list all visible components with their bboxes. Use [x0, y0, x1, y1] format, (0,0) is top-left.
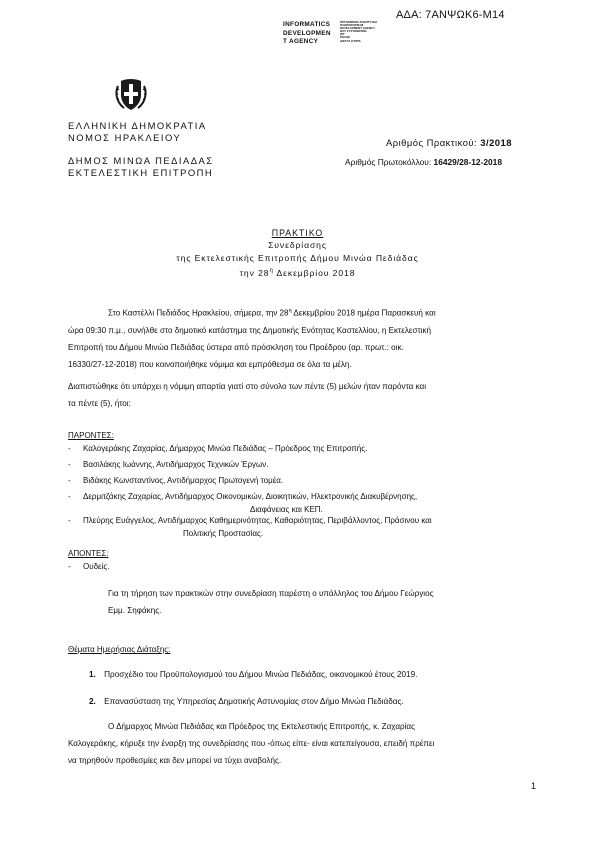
- absent-heading: ΑΠΟΝΤΕΣ:: [68, 549, 109, 558]
- list-item: - Δερμιτζάκης Ζαχαρίας, Αντιδήμαρχος Οικονομικών, Διοικητικών, Ηλεκτρονικής Διακυβέρνησης,: [68, 492, 418, 501]
- agenda-item-number: 1.: [89, 670, 96, 679]
- list-item: - Βασιλάκης Ιωάννης, Αντιδήμαρχος Τεχνικών Έργων.: [68, 460, 269, 469]
- page-number: 1: [531, 781, 537, 791]
- protocol-number: [345, 157, 502, 167]
- agenda-heading: Θέματα Ημερήσιας Διάταξης:: [68, 645, 171, 654]
- ada-code: ΑΔΑ: 7ΑΝΨΩΚ6-Μ14: [396, 9, 505, 21]
- agenda-item-text: Προσχέδιο του Προϋπολογισμού του Δήμου Μινώα Πεδιάδας, οικονομικού έτους 2019.: [104, 670, 418, 679]
- agenda-item: [89, 670, 417, 679]
- title-line-1: Συνεδρίασης: [268, 240, 327, 250]
- greek-emblem-icon: [114, 78, 148, 112]
- header-left-top: [68, 120, 207, 144]
- protocol-number-value: 16429/28-12-2018: [433, 157, 502, 167]
- secretary-paragraph: Για τη τήρηση των πρακτικών στην συνεδρίαση παρέστη ο υπάλληλος του Δήμου Γεώργιος Εμμ. Σηφάκης.: [108, 589, 434, 615]
- ida-logo-words: INFORMATICS DEVELOPMEN T AGENCY: [283, 21, 331, 46]
- present-list: [68, 441, 548, 541]
- title-date: την $28^\eta$ Δεκεμβρίου 2018: [239, 267, 356, 278]
- header-left-bottom: [68, 155, 214, 179]
- title-line-2: της Εκτελεστικής Επιτροπής Δήμου Μινώα Πεδιάδας: [176, 253, 419, 263]
- committee-name: ΕΚΤΕΛΕΣΤΙΚΗ ΕΠΙΤΡΟΠΗ: [68, 167, 214, 178]
- protocol-number-label: Αριθμός Πρωτοκόλλου:: [345, 157, 432, 167]
- list-item-continuation: Διαφάνειας και ΚΕΠ.: [250, 505, 323, 514]
- agenda-item-text: Επανασύσταση της Υπηρεσίας Δημοτικής Αστυνομίας στον Δήμο Μινώα Πεδιάδας.: [104, 697, 404, 706]
- list-item-continuation: Πολιτικής Προστασίας.: [183, 529, 264, 538]
- minutes-number-label: Αριθμός Πρακτικού:: [386, 137, 478, 148]
- agenda-item: [89, 697, 404, 706]
- list-item: - Ουδείς.: [68, 562, 110, 571]
- present-heading: ΠΑΡΟΝΤΕΣ:: [68, 431, 114, 440]
- intro-paragraph: Στο Καστέλλι Πεδιάδος Ηρακλείου, σήμερα, την $28^\eta$ Δεκεμβρίου 2018 ημέρα Παρασκευή και ώρα 09:30 π.μ., συνήλθε στο δημοτικό κατάστημα της Δημοτικής Ενότητας Καστελλίου, η Εκτελεστική Επιτροπή του Δήμου Μινώα Πεδιάδας ύστερα από πρόσκληση του Προέδρου (αρ. πρωτ.: οικ. 16330/27-12-2018) που κοινοποιήθηκε νόμιμα και εμπρόθεσμα σε όλα τα μέλη.: [68, 308, 436, 369]
- closing-paragraph: Ο Δήμαρχος Μινώα Πεδιάδας και Πρόεδρος της Εκτελεστικής Επιτροπής, κ. Ζαχαρίας Καλογεράκης, κήρυξε την έναρξη της συνεδρίασης που -όπως είπε- είναι κατεπείγουσα, επειδή πρέπει να τηρηθούν προθεσμίες και δεν μπορεί να τύχει αναβολής.: [68, 722, 435, 765]
- list-item: - Βιδάκης Κωνσταντίνος, Αντιδήμαρχος Πρωτογενή τομέα.: [68, 476, 284, 485]
- list-item: - Καλογεράκης Ζαχαρίας, Δήμαρχος Μινώα Πεδιάδας – Πρόεδρος της Επιτροπής.: [68, 444, 368, 453]
- minutes-number: [386, 137, 512, 148]
- agenda-item-number: 2.: [89, 697, 96, 706]
- prefecture-name: ΝΟΜΟΣ ΗΡΑΚΛΕΙΟΥ: [68, 132, 182, 143]
- ida-logo: [283, 21, 393, 49]
- list-item: - Πλεύρης Ευάγγελος, Αντιδήμαρχος Καθημερινότητας, Καθαριότητας, Περιβάλλοντος, Πράσινου και: [68, 516, 432, 525]
- municipality-name: ΔΗΜΟΣ ΜΙΝΩΑ ΠΕΔΙΑΔΑΣ: [68, 155, 214, 166]
- ida-logo-small-text: ΟΡΓΑΝΙΣΜΟΣ ΑΝΑΠΤΥΞΗΣ ΠΛΗΡΟΦΟΡΙΚΗΣ DEVELOPMENT AGENCY ΩΑΥ ΣΥΣΤΗΜΑΤΩΝ ΙΚΤ PHASE ΔΙΚΤΥΑ ΚΤΙΡΙΑ: [340, 20, 378, 43]
- country-name: ΕΛΛΗΝΙΚΗ ΔΗΜΟΚΡΑΤΙΑ: [68, 120, 207, 131]
- quorum-paragraph: Διαπιστώθηκε ότι υπάρχει η νόμιμη απαρτία γιατί στο σύνολο των πέντε (5) μελών ήταν παρόντα και τα πέντε (5), ήτοι:: [68, 382, 427, 408]
- minutes-number-value: 3/2018: [480, 137, 512, 148]
- document-title: ΠΡΑΚΤΙΚΟ: [271, 228, 324, 238]
